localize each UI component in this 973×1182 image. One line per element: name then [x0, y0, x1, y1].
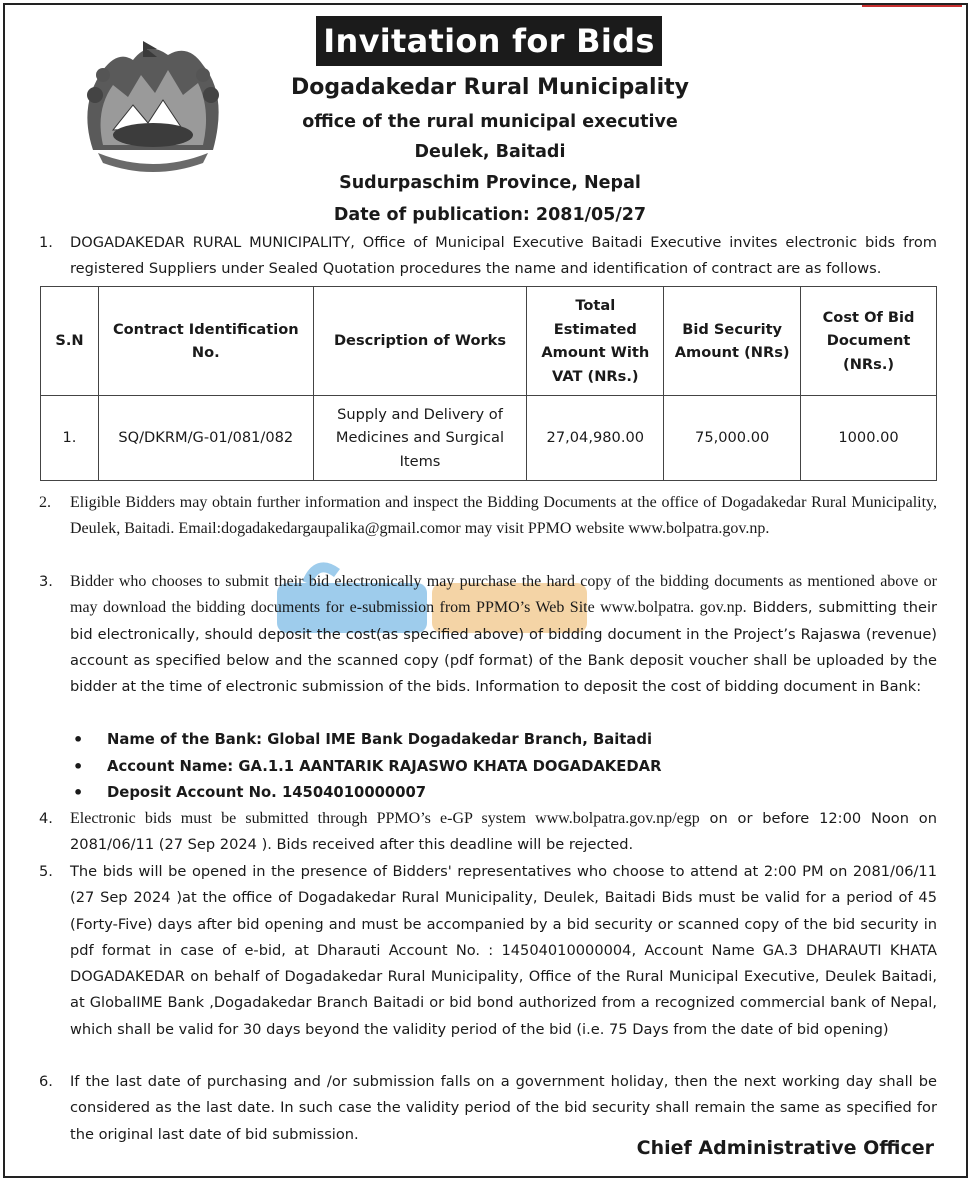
item-number: 1. [39, 234, 53, 251]
list-item [73, 727, 933, 754]
column-header: Contract Identification No. [98, 287, 313, 396]
item-number: 2. [39, 494, 51, 511]
notice-item-2 [39, 490, 937, 543]
office-location: Deulek, Baitadi [414, 142, 566, 162]
notice-item-4 [39, 806, 937, 859]
deposit-account-number: Deposit Account No. 14504010000007 [107, 784, 427, 801]
notice-item-3 [39, 569, 937, 700]
account-name: Account Name: GA.1.1 AANTARIK RAJASWO KHATA DOGADAKEDAR [107, 757, 662, 775]
column-header: Total Estimated Amount With VAT (NRs.) [527, 287, 664, 396]
item-text: DOGADAKEDAR RURAL MUNICIPALITY, Office of Municipal Executive Baitadi Executive invites electronic bids from registered Suppliers under Sealed Quotation procedures the name and identification of contract are as follows. [70, 234, 937, 278]
office-name: office of the rural municipal executive [302, 112, 678, 132]
publication-date: Date of publication: 2081/05/27 [333, 205, 647, 225]
signatory-title: Chief Administrative Officer [636, 1137, 934, 1159]
bullet-icon: • [73, 730, 84, 749]
item-text: on or before 12:00 Noon on 2081/06/11 (27 Sep 2024 ). Bids received after this deadline will be rejected. [70, 810, 937, 854]
province-name: Sudurpaschim Province, Nepal [339, 173, 641, 193]
table-cell: Supply and Delivery of Medicines and Surgical Items [313, 396, 527, 481]
item-number: 4. [39, 810, 53, 827]
column-header: Cost Of Bid Document (NRs.) [801, 287, 937, 396]
item-text-serif: Electronic bids must be submitted through PPMO’s e-GP system www.bolpatra.gov.np/egp [70, 810, 700, 827]
bullet-icon: • [73, 756, 84, 776]
bid-notice-page [3, 3, 968, 1178]
table-cell: 1. [41, 396, 99, 481]
table-cell: 75,000.00 [664, 396, 801, 481]
item-number: 5. [39, 863, 53, 880]
notice-item-5 [39, 859, 937, 1043]
item-text: Eligible Bidders may obtain further information and inspect the Bidding Documents at the office of Dogadakedar Rural Municipality, Deulek, Baitadi. Email:dogadakedargaupalika@gmail.comor may visit PPMO website www.bolpatra.gov.np. [70, 494, 937, 538]
corner-mark [862, 5, 962, 7]
notice-title: Invitation for Bids [316, 16, 662, 66]
column-header: S.N [41, 287, 99, 396]
table-row [41, 396, 937, 481]
table-cell: 27,04,980.00 [527, 396, 664, 481]
bank-name: Name of the Bank: Global IME Bank Dogadakedar Branch, Baitadi [107, 731, 653, 748]
item-text: Bidders, submitting their bid electronically, should deposit the cost(as specified above) of bidding document in the Project’s Rajaswa (revenue) account as specified below and the scanned copy (pdf format) of the Bank deposit voucher shall be uploaded by the bidder at the time of electronic submission of the bids. Information to deposit the cost of bidding document in Bank: [70, 599, 938, 696]
bullet-icon: • [73, 783, 84, 802]
table-cell: SQ/DKRM/G-01/081/082 [98, 396, 313, 481]
organization-name: Dogadakedar Rural Municipality [291, 75, 689, 100]
table-header-row [41, 287, 937, 396]
column-header: Bid Security Amount (NRs) [664, 287, 801, 396]
item-text: The bids will be opened in the presence of Bidders' representatives who choose to attend at 2:00 PM on 2081/06/11 (27 Sep 2024 )at the office of Dogadakedar Rural Municipality, Deulek, Baitadi Bids must be valid for a period of 45 (Forty-Five) days after bid opening and must be accompanied by a bid security or scanned copy of the bid security in pdf format in case of e-bid, at Dharauti Account No. : 14504010000004, Account Name GA.3 DHARAUTI KHATA DOGADAKEDAR on behalf of Dogadakedar Rural Municipality, Office of the Rural Municipal Executive, Deulek Baitadi, at GlobalIME Bank ,Dogadakedar Branch Baitadi or bid bond authorized from a recognized commercial bank of Nepal, which shall be valid for 30 days beyond the validity period of the bid (i.e. 75 Days from the date of bid opening) [70, 863, 937, 1038]
notice-item-1 [39, 230, 937, 283]
item-number: 6. [39, 1073, 53, 1090]
item-text-serif: Bidder who chooses to submit their bid electronically may purchase the hard copy of the bidding documents as mentioned above or may download the bidding documents for e-submission from PPMO’s Web Site www.bolpatra. gov.np. [70, 573, 937, 617]
item-text: If the last date of purchasing and /or submission falls on a government holiday, then the next working day shall be considered as the last date. In such case the validity period of the bid security shall remain the same as specified for the original last date of bid submission. [70, 1073, 937, 1143]
bank-details-list [73, 727, 933, 807]
item-number: 3. [39, 573, 53, 590]
contract-table [40, 286, 937, 481]
list-item [73, 754, 933, 781]
list-item [73, 780, 933, 807]
column-header: Description of Works [313, 287, 527, 396]
table-cell: 1000.00 [801, 396, 937, 481]
